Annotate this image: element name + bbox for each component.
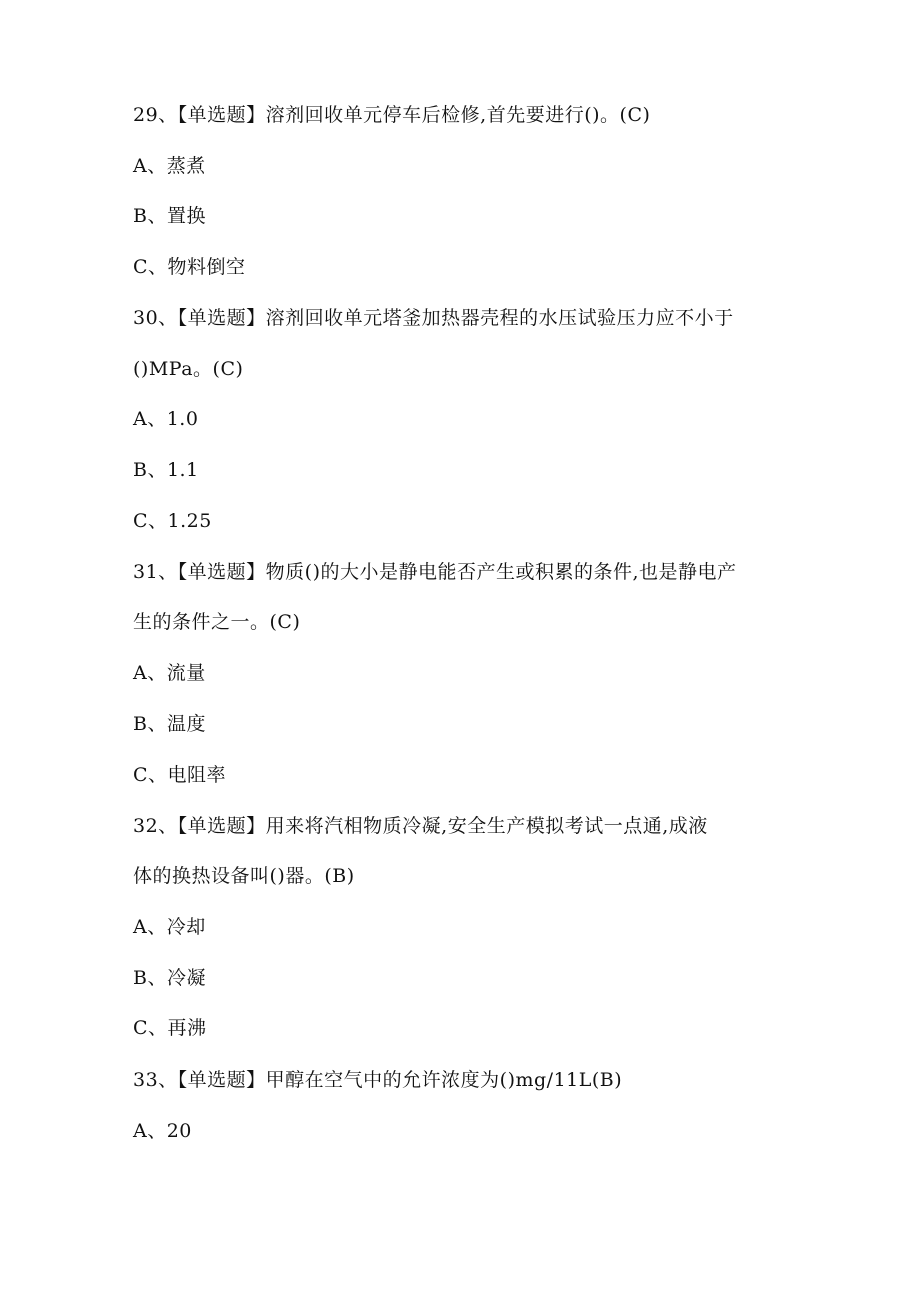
question-33-stem: 33、【单选题】甲醇在空气中的允许浓度为()mg/11L(B) (133, 1069, 623, 1091)
question-31-stem: 31、【单选题】物质()的大小是静电能否产生或积累的条件,也是静电产 (133, 561, 737, 583)
question-30-stem: 30、【单选题】溶剂回收单元塔釜加热器壳程的水压试验压力应不小于 (133, 307, 734, 329)
question-29-option-c: C、物料倒空 (133, 256, 246, 278)
question-30-option-a: A、1.0 (133, 408, 199, 430)
question-31-option-c: C、电阻率 (133, 764, 227, 786)
question-29-option-b: B、置换 (133, 205, 206, 227)
question-31-stem-continued: 生的条件之一。(C) (133, 611, 301, 633)
question-32-stem: 32、【单选题】用来将汽相物质冷凝,安全生产模拟考试一点通,成液 (133, 815, 708, 837)
question-33-option-a: A、20 (133, 1120, 192, 1142)
question-29-stem: 29、【单选题】溶剂回收单元停车后检修,首先要进行()。(C) (133, 104, 651, 126)
question-32-stem-continued: 体的换热设备叫()器。(B) (133, 865, 355, 887)
question-32-option-c: C、再沸 (133, 1017, 207, 1039)
question-30-option-b: B、1.1 (133, 459, 199, 481)
question-32-option-b: B、冷凝 (133, 967, 206, 989)
question-30-option-c: C、1.25 (133, 510, 212, 532)
question-32-option-a: A、冷却 (133, 916, 206, 938)
question-31-option-b: B、温度 (133, 713, 206, 735)
question-30-stem-continued: ()MPa。(C) (133, 358, 244, 380)
question-31-option-a: A、流量 (133, 662, 206, 684)
question-29-option-a: A、蒸煮 (133, 155, 206, 177)
